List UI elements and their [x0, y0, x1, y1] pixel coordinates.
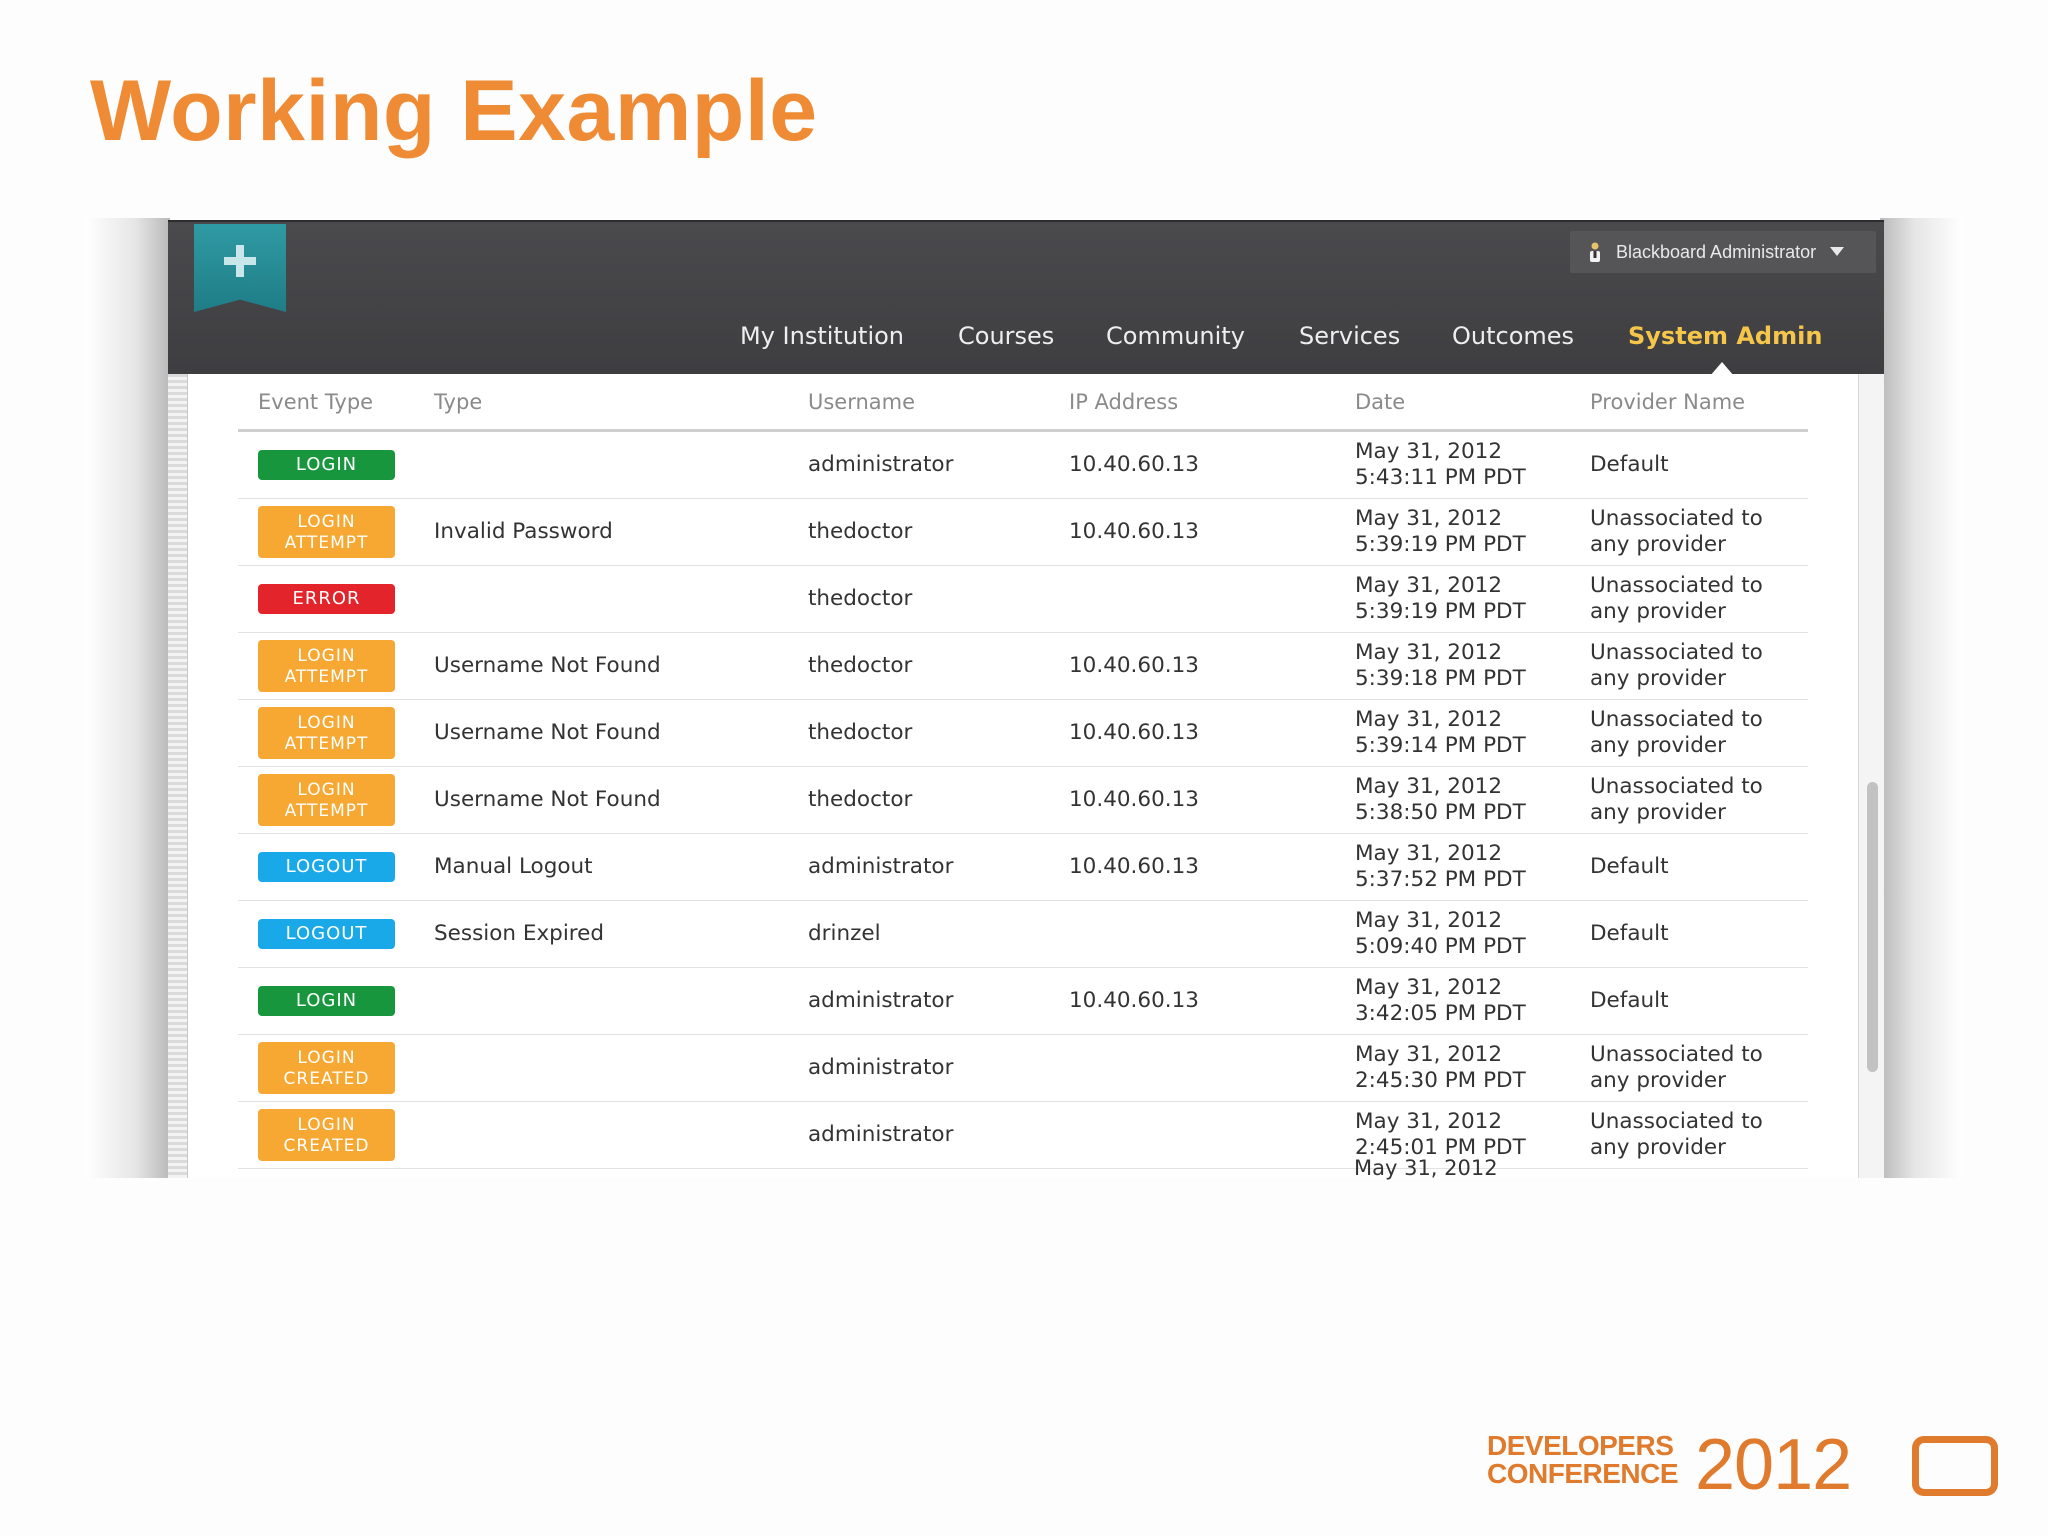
slide-title: Working Example [90, 63, 818, 159]
date-line: May 31, 2012 [1355, 774, 1503, 799]
event-type-label: LOGIN [295, 454, 358, 475]
date-line: May 31, 2012 [1355, 573, 1503, 598]
event-type-label: ATTEMPT [284, 734, 369, 754]
time-line: 3:42:05 PM PDT [1355, 1001, 1526, 1026]
event-type-label: CREATED [283, 1069, 370, 1089]
tab-outcomes[interactable]: Outcomes [1452, 322, 1575, 350]
provider-line: Unassociated to [1590, 707, 1763, 732]
provider-cell [1590, 452, 1669, 478]
col-ip-address[interactable]: IP Address [1069, 390, 1179, 414]
event-type-badge [258, 707, 395, 759]
event-type-label: LOGIN [297, 713, 356, 733]
provider-line: any provider [1590, 599, 1726, 624]
tab-services[interactable]: Services [1299, 322, 1401, 350]
event-type-label: ATTEMPT [284, 801, 369, 821]
table-row[interactable] [238, 901, 1808, 968]
ip-address-cell: 10.40.60.13 [1069, 720, 1199, 745]
provider-line: any provider [1590, 1068, 1726, 1093]
person-icon [1588, 242, 1602, 262]
event-type-badge [258, 1109, 395, 1161]
date-line: May 31, 2012 [1355, 707, 1503, 732]
provider-cell [1590, 1109, 1763, 1161]
user-menu-label: Blackboard Administrator [1616, 241, 1817, 262]
date-cell [1355, 707, 1526, 759]
col-date[interactable]: Date [1355, 390, 1406, 414]
event-type-badge [258, 450, 395, 480]
date-line: May 31, 2012 [1355, 1109, 1503, 1134]
event-type-label: LOGIN [295, 990, 358, 1011]
logo-box-icon [1912, 1436, 1998, 1496]
type-cell: Invalid Password [434, 519, 613, 544]
left-collapse-rail[interactable] [168, 374, 188, 1178]
type-cell: Session Expired [434, 921, 605, 946]
table-header [238, 370, 1808, 432]
provider-cell [1590, 854, 1669, 880]
login-events-table [238, 370, 1808, 1169]
username-cell: administrator [808, 854, 954, 879]
provider-line: any provider [1590, 800, 1726, 825]
username-cell: drinzel [808, 921, 881, 946]
col-username[interactable]: Username [808, 390, 916, 414]
provider-line: any provider [1590, 532, 1726, 557]
table-row[interactable] [238, 1102, 1808, 1169]
table-row[interactable] [238, 633, 1808, 700]
type-cell: Manual Logout [434, 854, 593, 879]
ip-address-cell: 10.40.60.13 [1069, 787, 1199, 812]
username-cell: thedoctor [808, 720, 913, 745]
table-row[interactable] [238, 432, 1808, 499]
table-row[interactable] [238, 834, 1808, 901]
type-cell: Username Not Found [434, 653, 661, 678]
tab-my-institution[interactable]: My Institution [740, 322, 905, 350]
event-type-label: LOGOUT [285, 856, 368, 877]
date-line: May 31, 2012 [1355, 908, 1503, 933]
ip-address-cell: 10.40.60.13 [1069, 653, 1199, 678]
event-type-label: ERROR [292, 588, 361, 609]
event-type-badge [258, 584, 395, 614]
event-type-badge [258, 1042, 395, 1094]
event-type-label: LOGIN [297, 1048, 356, 1068]
provider-cell [1590, 640, 1763, 692]
ip-address-cell: 10.40.60.13 [1069, 519, 1199, 544]
time-line: 2:45:30 PM PDT [1355, 1068, 1526, 1093]
provider-line: Unassociated to [1590, 774, 1763, 799]
provider-line: Default [1590, 921, 1669, 946]
event-type-badge [258, 640, 395, 692]
username-cell: thedoctor [808, 519, 913, 544]
col-event-type[interactable]: Event Type [258, 390, 374, 414]
username-cell: administrator [808, 1122, 954, 1147]
provider-line: any provider [1590, 1135, 1726, 1160]
username-cell: administrator [808, 452, 954, 477]
username-cell: thedoctor [808, 653, 913, 678]
table-row[interactable] [238, 700, 1808, 767]
cutoff-row [1354, 1156, 1514, 1180]
event-type-label: LOGOUT [285, 923, 368, 944]
vertical-scrollbar[interactable] [1858, 374, 1884, 1178]
provider-line: Unassociated to [1590, 640, 1763, 665]
scrollbar-thumb[interactable] [1867, 782, 1878, 1072]
col-type[interactable]: Type [434, 390, 483, 414]
event-type-label: ATTEMPT [284, 533, 369, 553]
date-cell [1355, 774, 1526, 826]
type-cell: Username Not Found [434, 720, 661, 745]
table-row[interactable] [238, 1035, 1808, 1102]
logo-wordmark [1487, 1432, 1678, 1488]
provider-line: Default [1590, 988, 1669, 1013]
date-cell [1355, 908, 1526, 960]
table-row[interactable] [238, 767, 1808, 834]
time-line: 5:39:18 PM PDT [1355, 666, 1526, 691]
ip-address-cell: 10.40.60.13 [1069, 854, 1199, 879]
provider-cell [1590, 506, 1763, 558]
date-cell [1355, 640, 1526, 692]
event-type-badge [258, 852, 395, 882]
logo-line2: CONFERENCE [1487, 1458, 1679, 1489]
event-type-label: LOGIN [297, 512, 356, 532]
username-cell: thedoctor [808, 787, 913, 812]
logo-year: 2012 [1695, 1425, 1852, 1505]
time-line: 2:45:01 PM PDT [1355, 1135, 1526, 1160]
date-line: May 31, 2012 [1355, 439, 1503, 464]
username-cell: thedoctor [808, 586, 913, 611]
logo-line1: DEVELOPERS [1487, 1430, 1674, 1461]
time-line: 5:39:14 PM PDT [1355, 733, 1526, 758]
provider-line: Unassociated to [1590, 1042, 1763, 1067]
event-type-label: LOGIN [297, 1115, 356, 1135]
time-line: 5:09:40 PM PDT [1355, 934, 1526, 959]
date-cell [1355, 1109, 1526, 1161]
cutoff-date: May 31, 2012 [1354, 1156, 1498, 1180]
time-line: 5:37:52 PM PDT [1355, 867, 1526, 892]
date-line: May 31, 2012 [1355, 841, 1503, 866]
provider-line: Unassociated to [1590, 506, 1763, 531]
type-cell: Username Not Found [434, 787, 661, 812]
table-row[interactable] [238, 566, 1808, 633]
event-type-label: LOGIN [297, 646, 356, 666]
date-cell [1355, 975, 1526, 1027]
table-row[interactable] [238, 968, 1808, 1035]
app-window [168, 220, 1884, 1178]
provider-cell [1590, 1042, 1763, 1094]
table-row[interactable] [238, 499, 1808, 566]
date-cell [1355, 841, 1526, 893]
add-tab-button[interactable] [194, 224, 286, 312]
provider-cell [1590, 921, 1669, 947]
date-line: May 31, 2012 [1355, 640, 1503, 665]
tab-community[interactable]: Community [1106, 322, 1245, 350]
user-menu[interactable] [1570, 231, 1876, 273]
event-type-label: LOGIN [297, 780, 356, 800]
event-type-badge [258, 506, 395, 558]
provider-cell [1590, 988, 1669, 1014]
username-cell: administrator [808, 1055, 954, 1080]
provider-cell [1590, 573, 1763, 625]
main-nav [168, 322, 1884, 362]
ip-address-cell: 10.40.60.13 [1069, 452, 1199, 477]
event-type-label: CREATED [283, 1136, 370, 1156]
provider-line: Unassociated to [1590, 573, 1763, 598]
table-body [238, 432, 1808, 1169]
event-type-badge [258, 919, 395, 949]
col-provider-name[interactable]: Provider Name [1590, 390, 1746, 414]
ip-address-cell: 10.40.60.13 [1069, 988, 1199, 1013]
date-cell [1355, 439, 1526, 491]
time-line: 5:39:19 PM PDT [1355, 599, 1526, 624]
top-navigation-bar [168, 220, 1884, 374]
event-type-badge [258, 986, 395, 1016]
tab-courses[interactable]: Courses [958, 322, 1055, 350]
event-type-label: ATTEMPT [284, 667, 369, 687]
caret-down-icon [1830, 247, 1844, 257]
date-cell [1355, 573, 1526, 625]
provider-cell [1590, 707, 1763, 759]
provider-line: Default [1590, 452, 1669, 477]
date-cell [1355, 1042, 1526, 1094]
time-line: 5:38:50 PM PDT [1355, 800, 1526, 825]
username-cell: administrator [808, 988, 954, 1013]
time-line: 5:43:11 PM PDT [1355, 465, 1526, 490]
provider-line: Unassociated to [1590, 1109, 1763, 1134]
provider-line: Default [1590, 854, 1669, 879]
date-line: May 31, 2012 [1355, 975, 1503, 1000]
event-type-badge [258, 774, 395, 826]
date-cell [1355, 506, 1526, 558]
date-line: May 31, 2012 [1355, 1042, 1503, 1067]
tab-system-admin[interactable]: System Admin [1628, 322, 1823, 350]
provider-cell [1590, 774, 1763, 826]
plus-icon [220, 241, 260, 281]
provider-line: any provider [1590, 733, 1726, 758]
provider-line: any provider [1590, 666, 1726, 691]
time-line: 5:39:19 PM PDT [1355, 532, 1526, 557]
date-line: May 31, 2012 [1355, 506, 1503, 531]
